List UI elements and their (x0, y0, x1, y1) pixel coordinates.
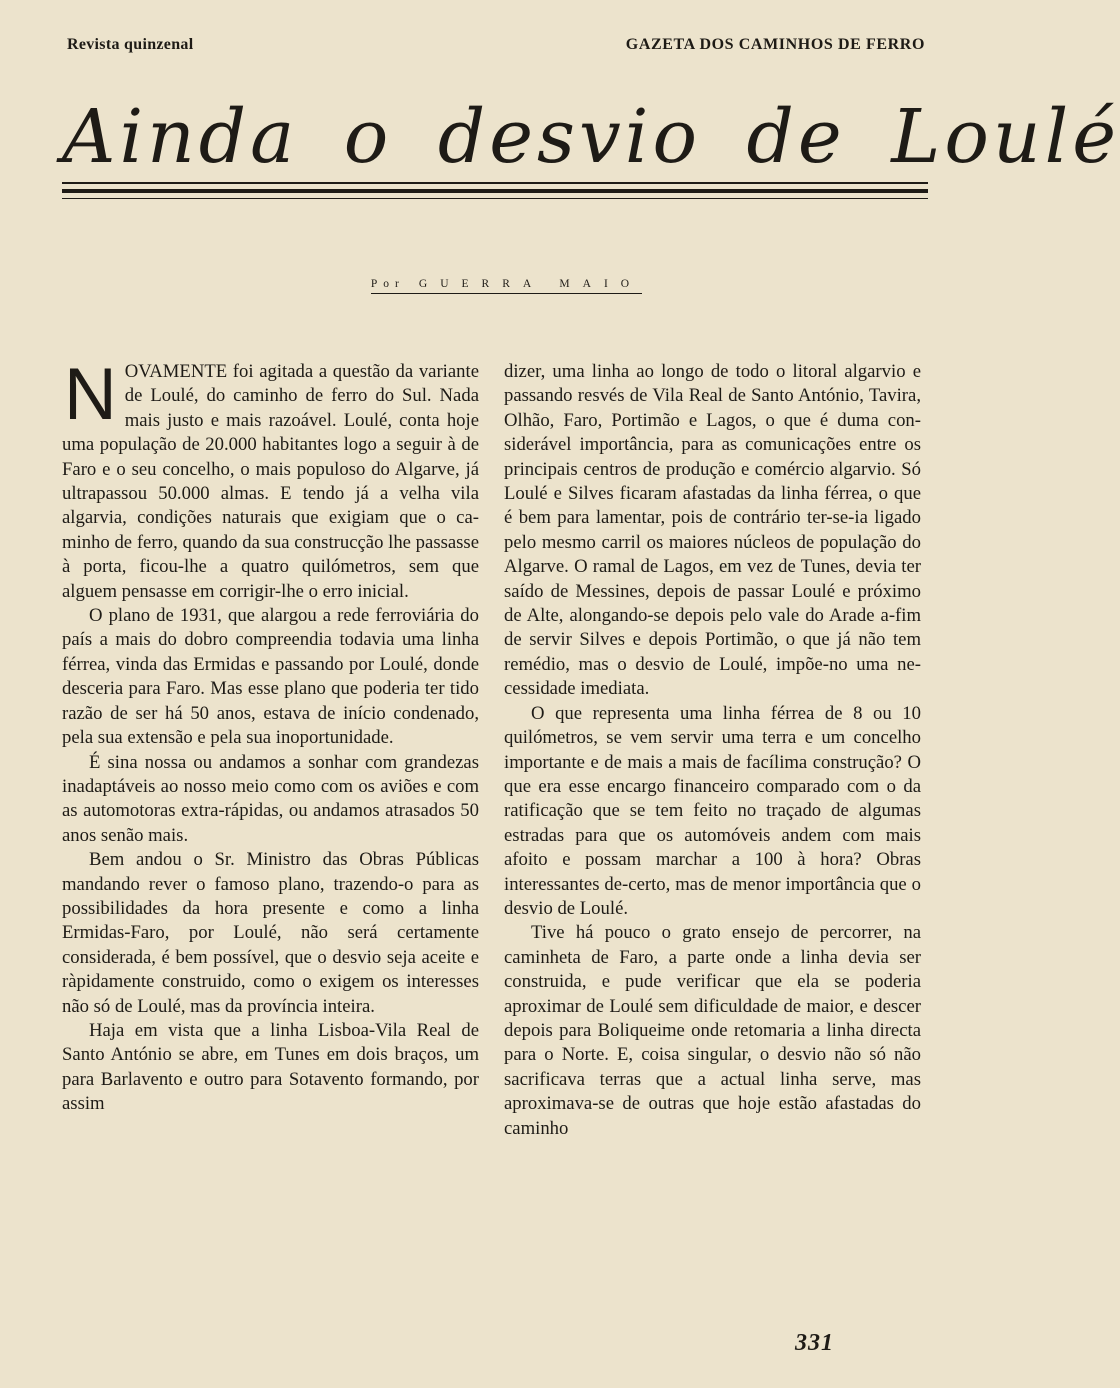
paragraph-text: OVAMENTE foi agitada a questão da variante de Loulé, do caminho de ferro do Sul. Nada mais justo e mais razoável. Loulé, conta hoje uma população de 20.000 habitantes logo a seguir à de Faro e o seu concelho, o mais populoso do Algarve, já ultrapassou 50.000 almas. E tendo já a velha vila algarvia, condições naturais que exigiam que o caminho de ferro, quando da sua construcção lhe passasse à porta, ficou-lhe a quatro quilómetros, sem que alguem pensasse em corrigir-lhe o erro inicial. (62, 361, 479, 602)
paragraph: Tive há pouco o grato ensejo de percorrer, na caminheta de Faro, a parte onde a linha devia ser construida, e pude verificar que ela se poderia aproximar de Loulé sem dificuldade de maior, e descer depois para Boliqueime onde retomaria a linha directa para o Norte. E, coisa singular, o desvio não só não sacrificava terras que a actual linha serve, mas aproximava-se de outras que hoje estão afastadas do caminho (504, 922, 921, 1139)
byline-container (0, 272, 1000, 294)
byline-author: GUERRA MAIO (418, 278, 643, 290)
article-title: Ainda o desvio de Loulé (62, 94, 1120, 180)
paragraph: O que representa uma linha férrea de 8 ou 10 quilómetros, se vem servir uma terra e um concelho importante e de mais a mais de facílima construção? O que era esse encargo financeiro comparado com o da ratificação que se tem feito no traçado de algumas estradas para que os automóveis andem com mais afoito e possam marchar a 100 à hora? Obras interessantes de-certo, mas de menor importância que o desvio de Loulé. (504, 702, 921, 919)
header-publication-frequency: Revista quinzenal (67, 36, 194, 53)
article-column-left (62, 354, 479, 1117)
byline-prefix: Por (370, 278, 405, 290)
title-rule-bottom (62, 198, 928, 199)
paragraph: Haja em vista que a linha Lisboa-Vila Real de Santo António se abre, em Tunes em dois braços, um para Barlavento e outro para Sotavento formando, por assim (62, 1019, 479, 1115)
paragraph: É sina nossa ou andamos a sonhar com grandezas inadaptáveis ao nosso meio como com os aviões e com as automotoras extra-rápidas, ou andamos atrasados 50 anos senão mais. (62, 751, 479, 846)
article-column-right (504, 360, 921, 1141)
paragraph: dizer, uma linha ao longo de todo o litoral algarvio e passando resvés de Vila Real de Santo António, Tavira, Olhão, Faro, Portimão e Lagos, o que é duma considerável importância, para as comunicações entre os principais centros de produção e comércio algarvio. Só Loulé e Silves ficaram afastadas da linha férrea, o que é bem para lamentar, pois de contrário ter-se-ia ligado pelo mesmo carril os maiores núcleos de população do Algarve. O ramal de Lagos, em vez de Tunes, devia ter saído de Messines, depois de passar Loulé e próximo de Alte, alongando-se depois pelo vale do Arade a-fim de servir Silves e depois Portimão, o que já não tem remédio, mas o desvio de Loulé, impõe-no uma necessidade imediata. (504, 361, 921, 700)
title-rule-middle (62, 189, 928, 193)
drop-cap: N (64, 354, 117, 435)
paragraph: Bem andou o Sr. Ministro das Obras Públicas mandando rever o famoso plano, trazendo-o para as possibilidades da hora presente e como a linha Ermidas-Faro, por Loulé, não será certamente considerada, é bem possível, que o desvio seja aceite e ràpidamente construido, como o exigem os interesses não só de Loulé, mas da província inteira. (62, 849, 479, 1017)
paragraph: O plano de 1931, que alargou a rede ferroviária do país a mais do dobro compreendia todavia uma linha férrea, vinda das Ermidas e passando por Loulé, donde desceria para Faro. Mas esse plano que poderia ter tido razão de ser há 50 anos, estava de início condenado, pela sua extensão e pela sua inoportunidade. (62, 605, 479, 749)
page-number: 331 (795, 1330, 834, 1356)
byline (371, 278, 642, 294)
paragraph (62, 354, 479, 604)
title-rule-top (62, 182, 928, 184)
header-magazine-name: GAZETA DOS CAMINHOS DE FERRO (625, 36, 925, 53)
